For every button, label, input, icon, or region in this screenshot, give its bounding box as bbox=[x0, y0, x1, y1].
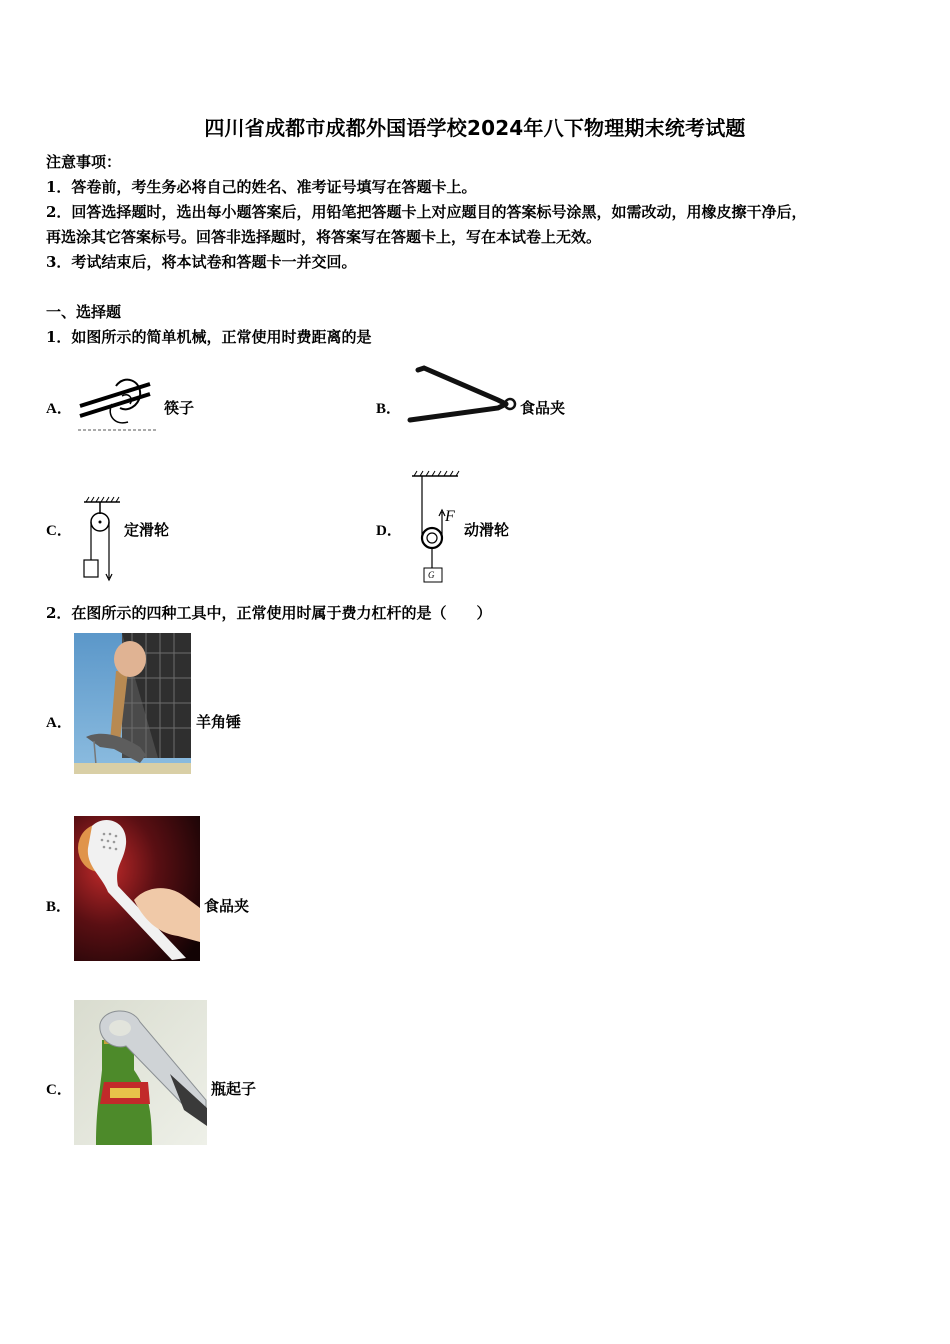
notice-heading: 注意事项： bbox=[46, 153, 122, 171]
movable-pulley-figure bbox=[406, 470, 464, 586]
q1-option-b-label: 食品夹 bbox=[520, 399, 566, 417]
q1-option-b-letter: B． bbox=[376, 401, 402, 417]
claw-hammer-photo bbox=[74, 633, 191, 774]
page-title: 四川省成都市成都外国语学校2024年八下物理期末统考试题 bbox=[204, 116, 746, 140]
tongs-figure bbox=[406, 364, 518, 428]
weight-label: G bbox=[428, 570, 435, 580]
q2-option-a-label: 羊角锤 bbox=[196, 713, 242, 731]
food-tongs-photo bbox=[74, 816, 200, 961]
q1-option-c-label: 定滑轮 bbox=[124, 521, 170, 539]
q1-option-c-letter: C． bbox=[46, 523, 72, 539]
bottle-opener-photo bbox=[74, 1000, 207, 1145]
notice-item-3: 3．考试结束后，将本试卷和答题卡一并交回。 bbox=[46, 253, 357, 271]
q2-option-c-letter: C． bbox=[46, 1082, 72, 1098]
notice-item-1: 1．答卷前，考生务必将自己的姓名、准考证号填写在答题卡上。 bbox=[46, 178, 477, 196]
q2-option-b-label: 食品夹 bbox=[204, 897, 250, 915]
force-label: F bbox=[445, 508, 455, 525]
q2-option-b-letter: B． bbox=[46, 899, 72, 915]
question-2-stem: 2．在图所示的四种工具中，正常使用时属于费力杠杆的是（ ） bbox=[46, 604, 492, 622]
fixed-pulley-figure bbox=[78, 496, 124, 584]
q1-option-d-letter: D． bbox=[376, 523, 402, 539]
notice-item-2-cont: 再选涂其它答案标号。回答非选择题时，将答案写在答题卡上，写在本试卷上无效。 bbox=[46, 228, 602, 246]
q1-option-a-label: 筷子 bbox=[164, 399, 195, 417]
q2-option-a-letter: A． bbox=[46, 715, 72, 731]
notice-item-2: 2．回答选择题时，选出每小题答案后，用铅笔把答题卡上对应题目的答案标号涂黑，如需改动，用橡皮擦干净后， bbox=[46, 203, 807, 221]
q1-option-d-label: 动滑轮 bbox=[464, 521, 510, 539]
q1-option-a-letter: A． bbox=[46, 401, 72, 417]
question-1-stem: 1．如图所示的简单机械，正常使用时费距离的是 bbox=[46, 328, 372, 346]
chopsticks-figure bbox=[76, 376, 158, 432]
q2-option-c-label: 瓶起子 bbox=[211, 1080, 257, 1098]
section-heading: 一、选择题 bbox=[46, 303, 122, 321]
